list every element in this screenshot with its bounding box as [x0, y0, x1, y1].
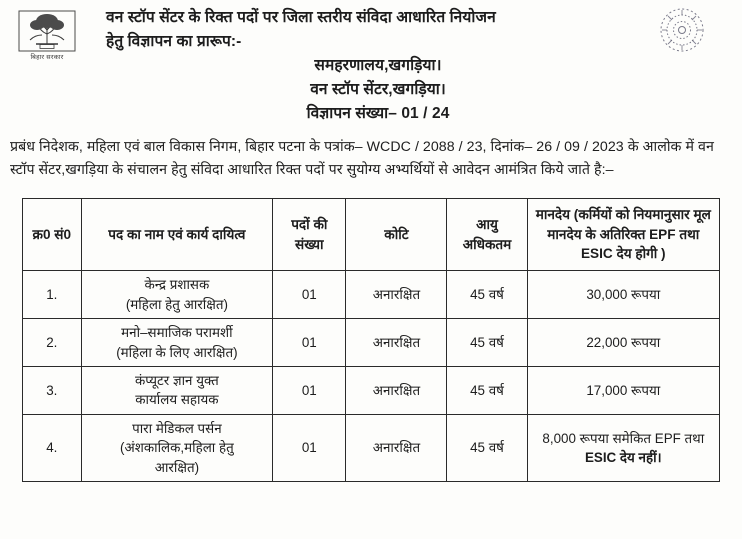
notice-paragraph: प्रबंध निदेशक, महिला एवं बाल विकास निगम, बिहार पटना के पत्रांक– WCDC / 2088 / 23, दिनांक– 26 / 09 / 2023 के आलोक में वन स्टॉप सेंटर,खगड़िया के संचालन हेतु संविदा आधारित रिक्त पदों पर सुयोग्य अभ्यर्थियों से आवेदन आमंत्रित किये जाते है:–	[10, 139, 714, 179]
cell-post-count: 01	[273, 319, 346, 367]
cell-category: अनारक्षित	[346, 366, 447, 414]
post-name-line-2: कार्यालय सहायक	[135, 392, 219, 408]
cell-honorarium	[527, 414, 719, 481]
header-line-4: वन स्टॉप सेंटर,खगड़िया।	[310, 81, 446, 99]
header-line-3: समहरणालय,खगड़िया।	[314, 57, 442, 75]
cell-post-name	[81, 414, 273, 481]
post-name-line-2: (महिला हेतु आरक्षित)	[125, 296, 228, 312]
header-line-1: वन स्टॉप सेंटर के रिक्त पदों पर जिला स्तरीय संविदा आधारित नियोजन	[106, 9, 496, 26]
cell-post-count: 01	[273, 414, 346, 481]
post-name-line-2: (अंशकालिक,महिला हेतु	[120, 440, 234, 456]
header-serial-number: क्र0 सं0	[23, 199, 82, 271]
cell-post-name	[81, 271, 273, 319]
cell-max-age: 45 वर्ष	[447, 319, 527, 367]
document-header	[0, 0, 742, 126]
cell-honorarium: 17,000 रूपया	[527, 366, 719, 414]
header-post-name: पद का नाम एवं कार्य दायित्व	[81, 199, 273, 271]
post-name-line-1: पारा मेडिकल पर्सन	[132, 420, 222, 436]
honorarium-line-1: 8,000 रूपया समेकित EPF तथा	[542, 430, 705, 446]
emblem-caption: बिहार सरकार	[30, 54, 64, 61]
post-name-line-2: (महिला के लिए आरक्षित)	[116, 344, 238, 360]
tree-emblem-icon	[18, 10, 76, 52]
vacancy-table-wrapper	[22, 198, 720, 482]
post-name-line-3: आरक्षित)	[154, 459, 200, 475]
advertisement-number: विज्ञापन संख्या– 01 / 24	[306, 105, 450, 123]
cell-post-name	[81, 366, 273, 414]
header-category: कोटि	[346, 199, 447, 271]
table-row	[23, 319, 720, 367]
cell-post-count: 01	[273, 271, 346, 319]
bihar-government-emblem	[10, 10, 84, 68]
header-line-2: हेतु विज्ञापन का प्रारूप:-	[106, 33, 242, 51]
honorarium-line-2: ESIC देय नहीं।	[584, 449, 662, 465]
post-name-line-1: केन्द्र प्रशासक	[144, 277, 210, 293]
cell-post-count: 01	[273, 366, 346, 414]
header-title-block	[84, 6, 732, 126]
cell-max-age: 45 वर्ष	[447, 414, 527, 481]
header-honorarium: मानदेय (कर्मियों को नियमानुसार मूल मानदेय के अतिरिक्त EPF तथा ESIC देय होगी )	[527, 199, 719, 271]
official-seal-stamp-icon	[656, 4, 708, 56]
cell-serial-number: 3.	[23, 366, 82, 414]
vacancy-table	[22, 198, 720, 482]
cell-post-name	[81, 319, 273, 367]
cell-honorarium: 30,000 रूपया	[527, 271, 719, 319]
cell-category: अनारक्षित	[346, 271, 447, 319]
table-header-row	[23, 199, 720, 271]
post-name-line-1: कंप्यूटर ज्ञान युक्त	[134, 372, 219, 388]
header-max-age: आयु अधिकतम	[447, 199, 527, 271]
cell-serial-number: 2.	[23, 319, 82, 367]
cell-max-age: 45 वर्ष	[447, 271, 527, 319]
header-post-count: पदों की संख्या	[273, 199, 346, 271]
cell-category: अनारक्षित	[346, 414, 447, 481]
table-row	[23, 271, 720, 319]
table-row	[23, 366, 720, 414]
cell-serial-number: 1.	[23, 271, 82, 319]
cell-serial-number: 4.	[23, 414, 82, 481]
cell-max-age: 45 वर्ष	[447, 366, 527, 414]
cell-honorarium: 22,000 रूपया	[527, 319, 719, 367]
post-name-line-1: मनो–समाजिक परामर्शी	[121, 325, 233, 341]
table-row	[23, 414, 720, 481]
cell-category: अनारक्षित	[346, 319, 447, 367]
